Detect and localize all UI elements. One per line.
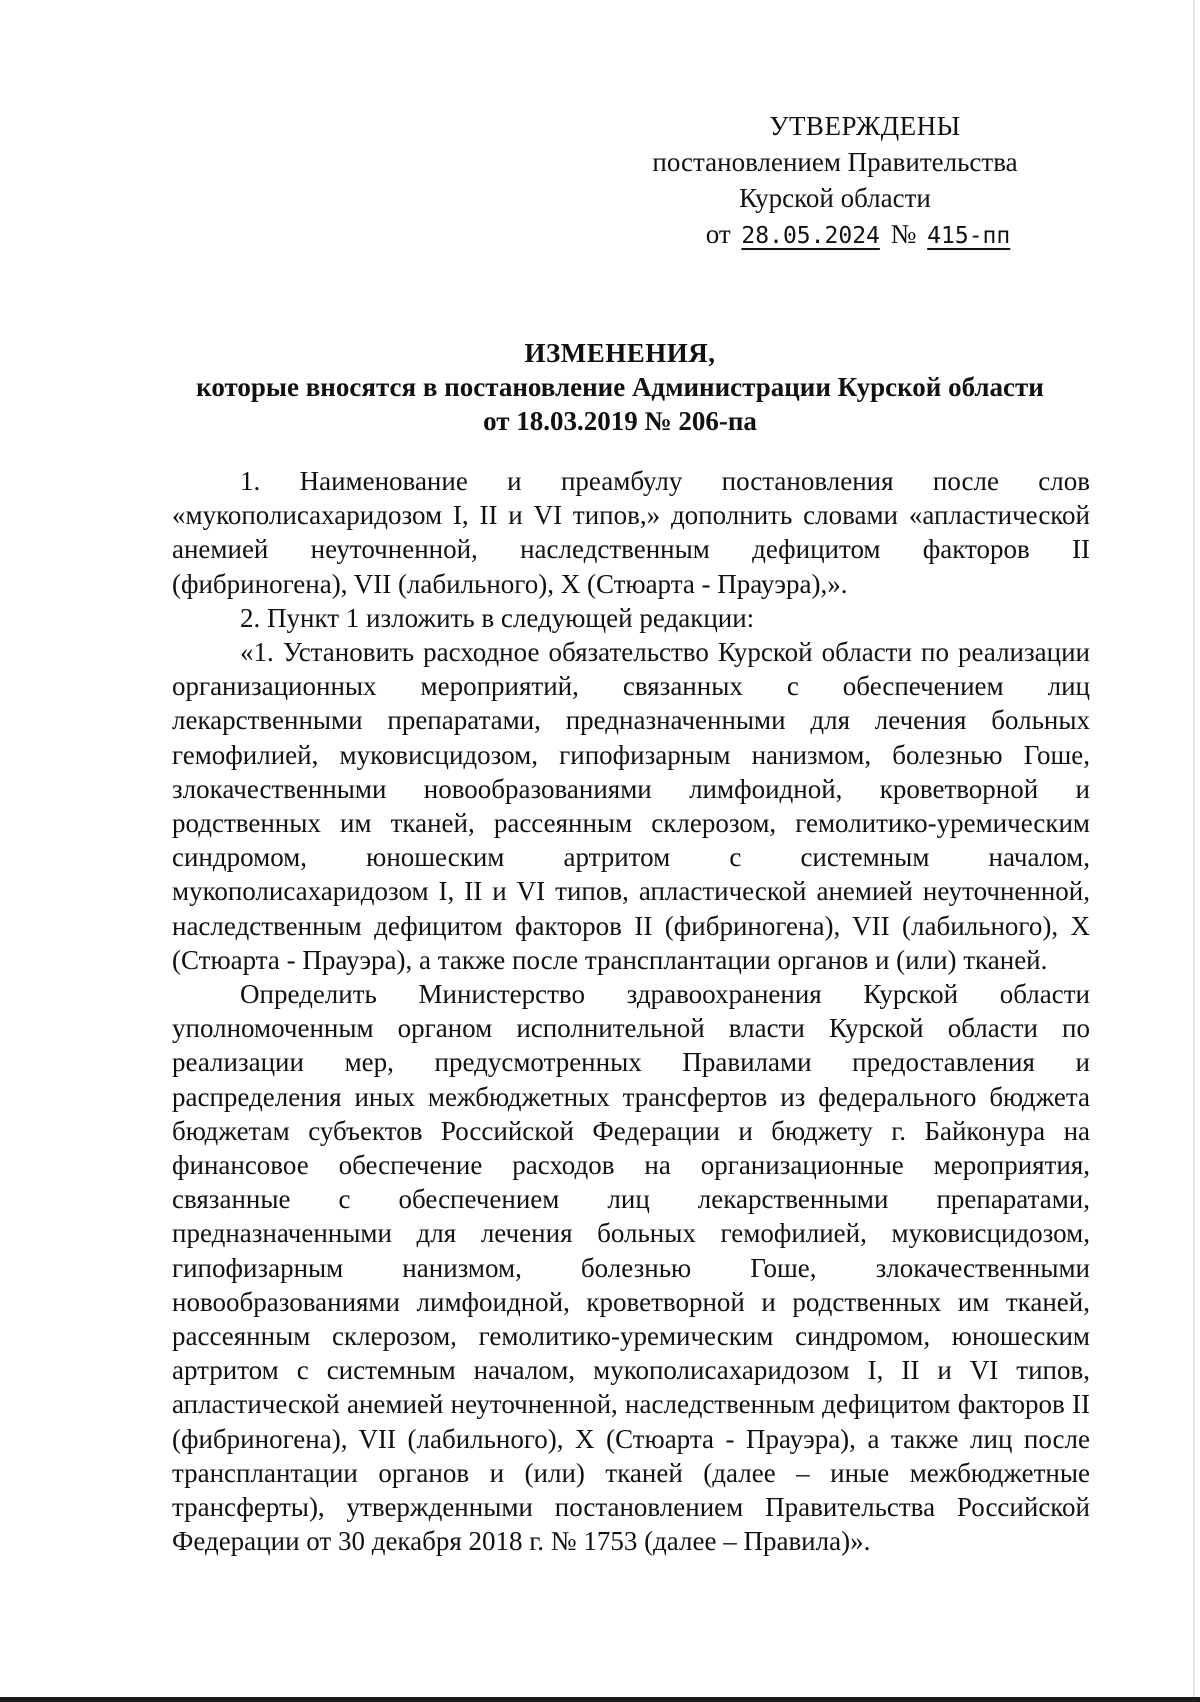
paragraph-3: «1. Установить расходное обязательство Курской области по реализации организационных мероприятий, связанных с обеспечением лиц лекарственными препаратами, предназначенными для лечения больных гемофилией, муковисцидозом, гипофизарным нанизмом, болезнью Гоше, злокачественными новообразованиями лимфоидной, кроветворной и родственных им тканей, рассеянным склерозом, гемолитико-уремическим синдромом, юношеским артритом с системным началом, мукополисахаридозом I, II и VI типов, апластической анемией неуточненной, наследственным дефицитом факторов II (фибриногена), VII (лабильного), X (Стюарта - Прауэра), а также после трансплантации органов и (или) тканей. [172, 637, 1090, 975]
approval-number: 415-пп [927, 223, 1011, 249]
scan-edge-right [1193, 0, 1195, 1702]
heading-subtitle-2: от 18.03.2019 № 206-па [483, 406, 757, 436]
scan-edge-bottom [0, 1697, 1200, 1702]
number-prefix: № [890, 219, 917, 249]
approval-block [600, 108, 1070, 254]
heading-title: ИЗМЕНЕНИЯ, [524, 338, 716, 368]
approval-line-1: постановлением Правительства [652, 147, 1018, 177]
date-prefix: от [705, 219, 731, 249]
document-body [172, 464, 1090, 1559]
document-heading [170, 336, 1070, 438]
paragraph-4: Определить Министерство здравоохранения Курской области уполномоченным органом исполнительной власти Курской области по реализации мер, предусмотренных Правилами предоставления и распределения иных межбюджетных трансфертов из федерального бюджета бюджетам субъектов Российской Федерации и бюджету г. Байконура на финансовое обеспечение расходов на организационные мероприятия, связанные с обеспечением лиц лекарственными препаратами, предназначенными для лечения больных гемофилией, муковисцидозом, гипофизарным нанизмом, болезнью Гоше, злокачественными новообразованиями лимфоидной, кроветворной и родственных им тканей, рассеянным склерозом, гемолитико-уремическим синдромом, юношеским артритом с системным началом, мукополисахаридозом I, II и VI типов, апластической анемией неуточненной, наследственным дефицитом факторов II (фибриногена), VII (лабильного), X (Стюарта - Прауэра), а также лиц после трансплантации органов и (или) тканей (далее – иные межбюджетные трансферты), утвержденными постановлением Правительства Российской Федерации от 30 декабря 2018 г. № 1753 (далее – Правила)». [172, 979, 1090, 1557]
approval-line-2: Курской области [739, 183, 931, 213]
approval-date: 28.05.2024 [741, 223, 880, 249]
paragraph-1: 1. Наименование и преамбулу постановления после слов «мукополисахаридозом I, II и VI типов,» дополнить словами «апластической анемией неуточненной, наследственным дефицитом факторов II (фибриногена), VII (лабильного), X (Стюарта - Прауэра),». [172, 466, 1090, 599]
paragraph-2: 2. Пункт 1 изложить в следующей редакции: [240, 602, 755, 633]
approval-date-line [600, 216, 1070, 254]
heading-subtitle-1: которые вносятся в постановление Администрации Курской области [196, 372, 1044, 402]
approved-label: УТВЕРЖДЕНЫ [769, 111, 961, 141]
